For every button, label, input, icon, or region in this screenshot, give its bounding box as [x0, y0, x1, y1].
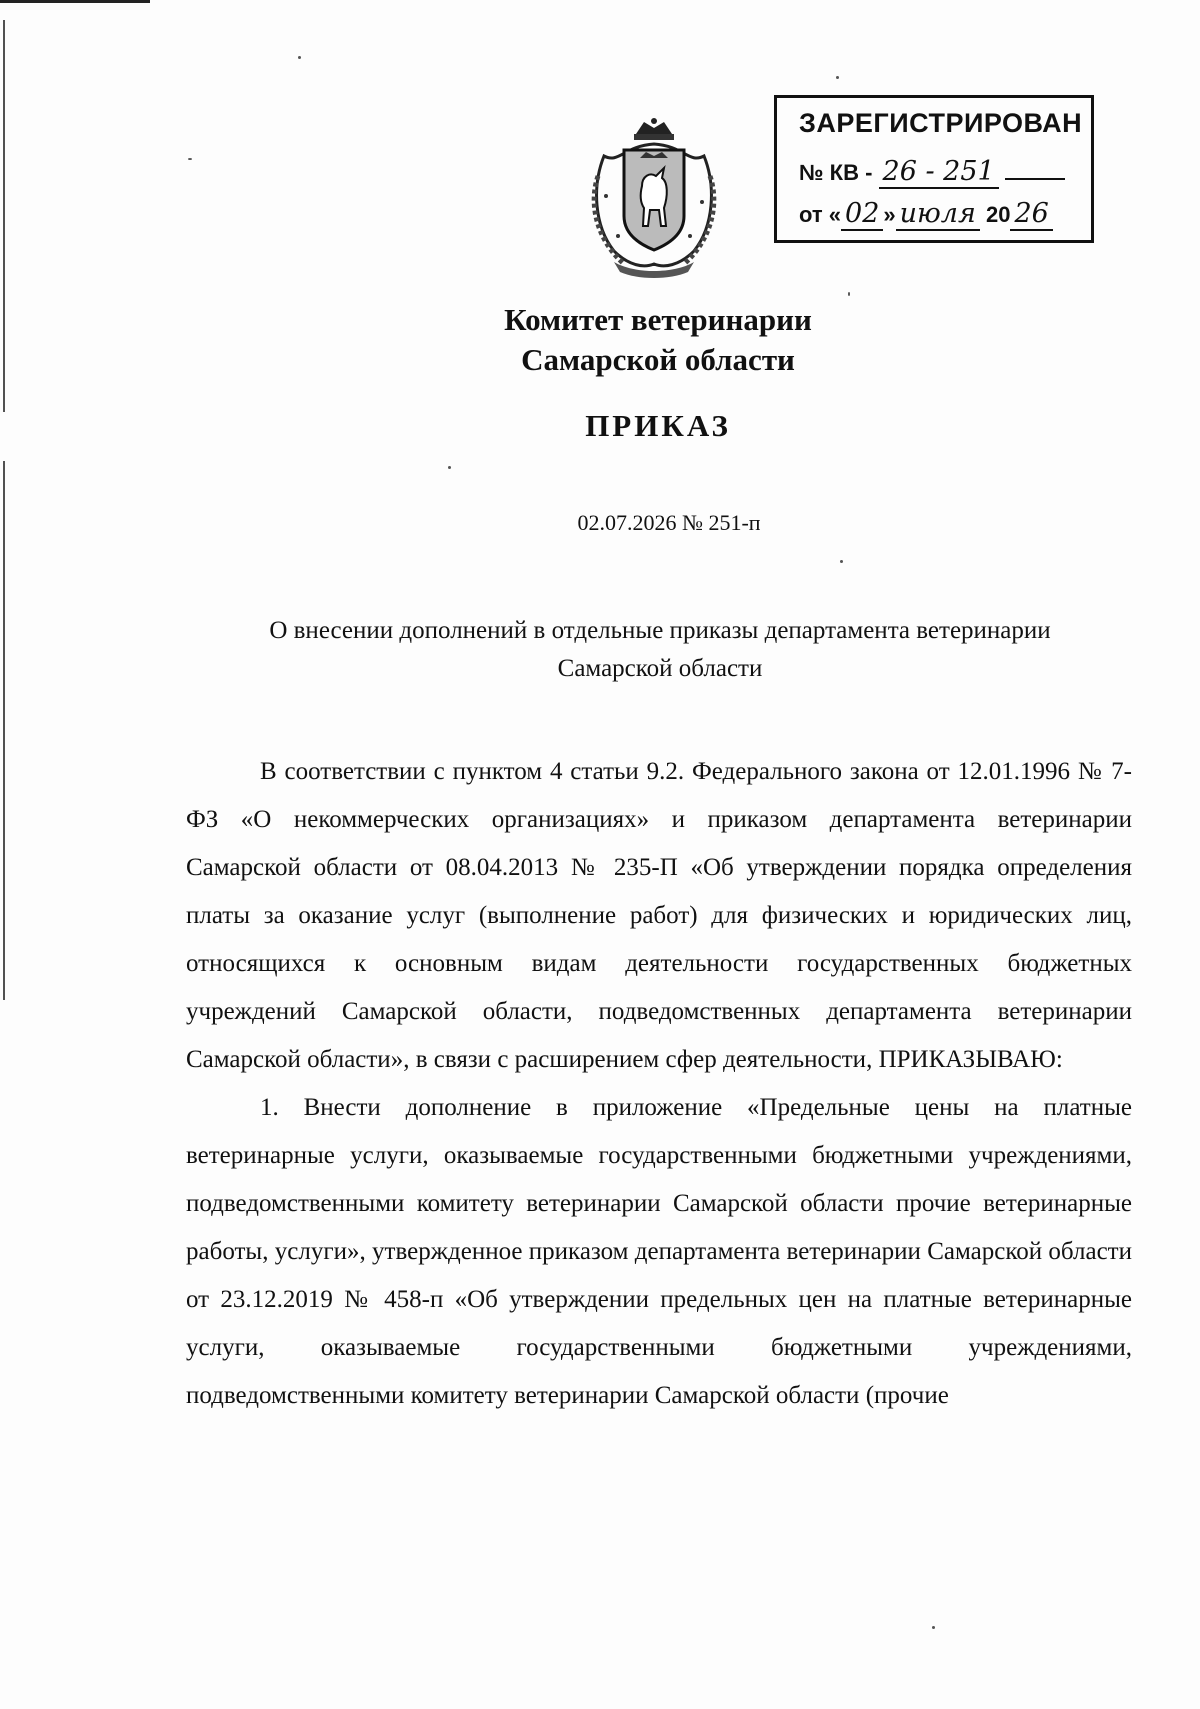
stamp-number-underline [1005, 160, 1065, 180]
scan-speck [448, 466, 451, 469]
document-date-number: 02.07.2026 № 251-п [577, 510, 761, 535]
scan-edge-top [0, 0, 150, 3]
document-body [186, 748, 1132, 1420]
body-paragraph-preamble: В соответствии с пунктом 4 статьи 9.2. Федерального закона от 12.01.1996 № 7-ФЗ «О некоммерческих организациях» и приказом департамента ветеринарии Самарской области от 08.04.2013 № 235-П «Об утверждении порядка определения платы за оказание услуг (выполнение работ) для физических и юридических лиц, относящихся к основным видам деятельности государственных бюджетных учреждений Самарской области, подведомственных департамента ветеринарии Самарской области», в связи с расширением сфер деятельности, ПРИКАЗЫВАЮ: [186, 758, 1132, 1073]
stamp-registration-number [799, 156, 1065, 187]
organization-name-line1: Комитет ветеринарии [504, 302, 812, 337]
registration-stamp [774, 95, 1094, 243]
stamp-date-mid: » [883, 202, 896, 227]
scan-speck [932, 1626, 935, 1629]
scan-speck [848, 292, 850, 296]
coat-of-arms-emblem [584, 116, 724, 278]
stamp-date-year: 26 [1010, 198, 1052, 231]
organization-name-line2: Самарской области [521, 342, 795, 377]
stamp-number-handwritten: 26 - 251 [879, 156, 999, 189]
document-subject-line1: О внесении дополнений в отдельные приказы департамента ветеринарии [269, 617, 1051, 644]
stamp-number-prefix: № КВ - [799, 160, 873, 185]
stamp-registration-date [799, 198, 1053, 229]
scan-speck [836, 76, 839, 79]
scan-speck [188, 158, 192, 160]
scan-speck [840, 560, 843, 563]
document-type-heading: ПРИКАЗ [585, 408, 731, 443]
document-subject-line2: Самарской области [557, 655, 763, 682]
stamp-date-month: июля [896, 198, 980, 231]
stamp-date-prefix: от « [799, 202, 842, 227]
stamp-date-day: 02 [841, 198, 883, 231]
body-paragraph-item-1: 1. Внести дополнение в приложение «Предельные цены на платные ветеринарные услуги, оказываемые государственными бюджетными учреждениями, подведомственными комитету ветеринарии Самарской области прочие ветеринарные работы, услуги», утвержденное приказом департамента ветеринарии Самарской области от 23.12.2019 № 458-п «Об утверждении предельных цен на платные ветеринарные услуги, оказываемые государственными бюджетными учреждениями, подведомственными комитету ветеринарии Самарской области (прочие [186, 1094, 1132, 1409]
organization-name [0, 300, 1200, 380]
stamp-title: ЗАРЕГИСТРИРОВАН [799, 108, 1083, 138]
stamp-date-year-prefix: 20 [985, 202, 1011, 227]
document-subject [180, 612, 1140, 688]
scan-speck [298, 56, 301, 59]
